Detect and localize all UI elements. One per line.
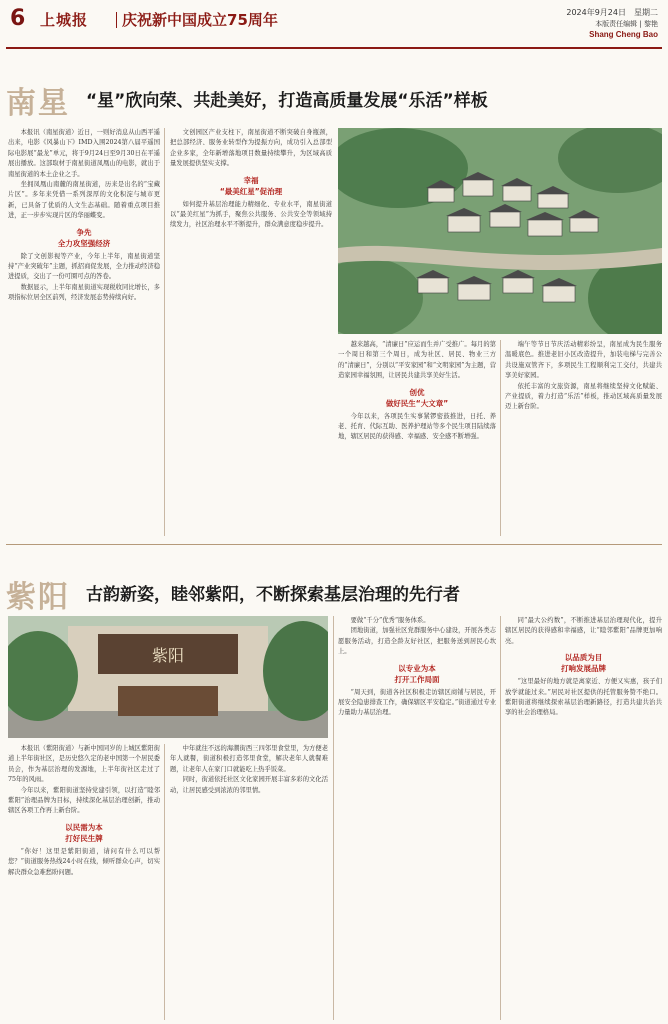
article1-subheading-2: 幸福 “最美红星”促治理 [219,175,283,196]
article2-street-photo [8,616,328,738]
issue-date: 2024年9月24日 星期二 [566,8,658,17]
article1-column-1 [8,128,160,536]
column-divider [164,128,165,536]
article2-column-1 [8,744,160,1020]
newspaper-english-name: Shang Cheng Bao [589,30,658,39]
shop-sign: 紫阳 [151,646,185,665]
column-divider [164,744,165,1020]
paragraph: 越来越高，“清廉日”应运而生并广受推广。每月的第一个周日和第三个周日，成为社区、居民、物业三方的“清廉日”，分别以“平安家园”和“文明家园”为主题，营造家园幸福氛围，让居民共建共享美好生活。 [338,341,496,380]
article1-subheading-1: 争先 全力攻坚强经济 [57,227,111,248]
article1-headline: “星”欣向荣、共赴美好，打造高质量发展“乐活”样板 [86,91,488,111]
paragraph: 中年就往不远的海潮街西三四邻里食堂里，为方便老年人就餐，街道积极打造邻里食堂，解决老年人就餐难题，让老年人在家门口就能吃上热乎饭菜。 [170,745,328,773]
paragraph: 今年以来，紫阳街道坚持党建引领，以打造“睦邻紫阳”治理品牌为目标，持续深化基层治理创新，推动辖区各项工作再上新台阶。 [8,786,160,815]
paragraph: 数据显示，上半年南星街道实现税收同比增长，多项指标位居全区前列，经济发展态势持续向好。 [8,283,160,302]
paragraph: “周天到，街道各社区积极走访辖区商铺与居民，开展安全隐患排查工作，确保辖区平安稳定。”街道通过专业力量助力基层治理。 [338,688,496,717]
article2-subheading-3: 以品质为目 打响发展品牌 [561,653,606,674]
paragraph: 要做“千分”优秀“服务体系。 [350,617,430,624]
article2-column-4 [505,616,662,1020]
paragraph: 本报讯（紫阳街道）与新中国同岁的上城区紫阳街道上半年街社区，是历史悠久定的老中国第一个居民委员会，作为基层治理的发源地，上半年街社区走过了75年的风雨。 [8,745,160,784]
page-header [0,0,668,48]
paragraph: 依托丰富的文旅资源，南星将继续坚持文化赋能、产业提质，着力打造“乐活”样板，推动区域高质量发展迈上新台阶。 [505,382,662,411]
paragraph: 端午等节日节庆活动精彩纷呈，南星成为民生服务温暖底色。推进老旧小区改造提升，加装电梯与完善公共设施双管齐下，多项民生工程顺利完工交付，共建共享美好家园。 [505,341,662,380]
article-divider [6,544,662,545]
article1-subheading-3: 创优 做好民生“大文章” [385,387,449,408]
article2-area-name: 紫阳 [6,580,70,615]
aerial-village-illustration [338,128,662,334]
article1-banner [6,78,662,121]
paragraph: 本报讯（南星街道）近日，一则好消息从山西平遥出来，电影《风暴山下》IMD入围2024第八届平遥国际电影展“最龙”单元，将于9月24日至9月30日在平遥展出播放。这部取材于南星街道凤凰山的电影，就出于南星街道的本土企业之手。 [8,129,160,178]
column-divider [500,616,501,1020]
header-rule [6,47,662,49]
paragraph: 今年以来，各项民生实事紧锣密鼓推进，日托、养老、托育、代际互助、医养护理站等多个民生项目陆续落地，辖区居民的获得感、幸福感、安全感不断增强。 [338,412,496,441]
paragraph: 除了文创影视等产业，今年上半年，南星街道坚持“产业突破年”主题，抓招商促发展，全力推动经济稳进提质，交出了一份可圈可点的答卷。 [8,252,160,281]
editor-credit: 本版责任编辑 | 黎艳 [595,20,658,28]
article2-column-3 [338,616,496,1020]
article1-area-name: 南星 [6,86,70,121]
paragraph: “这里最好的地方就是离家近、方便又实惠，孩子们放学就能过来。”居民对社区提供的托管服务赞不绝口。紫阳街道将继续探索基层治理新路径，打造共建共治共享的社会治理格局。 [505,678,662,717]
header-divider [116,12,117,28]
article2-banner [6,572,662,615]
article1-column-4 [505,340,662,536]
paragraph: 如何提升基层治理能力精细化、专业水平，南星街道以“最美红星”为抓手，聚焦公共服务、公共安全等领域持续发力，社区治理水平不断提升，群众满意度稳步提升。 [170,200,332,229]
article2-subheading-1: 以民需为本 打好民生牌 [65,822,103,843]
article2-subheading-2: 以专业为本 打开工作局面 [394,663,440,684]
article2-headline: 古韵新姿，睦邻紫阳，不断探索基层治理的先行者 [86,585,460,605]
paragraph: “你好！这里是紫阳街道，请问有什么可以帮您？”街道服务热线24小时在线，倾听群众心声，切实解决群众急难愁盼问题。 [8,847,160,876]
column-divider [333,616,334,1020]
section-title: 庆祝新中国成立75周年 [122,11,278,29]
paragraph: 同时，街道依托社区文化家园开展丰富多彩的文化活动，让居民感受到浓浓的邻里情。 [170,776,328,794]
newspaper-logo: 上城报 [40,11,89,29]
article1-column-3 [338,340,496,536]
article2-column-2 [170,744,328,1020]
street-scene-illustration [8,616,328,738]
page-number: 6 [10,6,26,31]
paragraph: 团地街道，加强社区党群服务中心建设，开展各类志愿服务活动，打造全龄友好社区，把服务送到居民心坎上。 [338,627,496,656]
article1-aerial-photo [338,128,662,334]
column-divider [500,340,501,536]
paragraph: 坐拥凤凰山南麓的南星街道，历来是出名的“宝藏片区”。多年来凭借一系列深厚的文化积淀与城市更新，已具备了优质的人文生态基础。随着重点项目推进，正一步步实现片区的华丽蝶变。 [8,181,160,220]
paragraph: 同“最大公约数”，不断推进基层治理现代化，提升辖区居民的获得感和幸福感，让“睦邻紫阳”品牌更加响亮。 [505,617,662,645]
article1-column-2 [170,128,332,536]
paragraph: 文创园区产业支柱下，南星街道不断突破自身瓶颈，把总部经济、服务业转型作为提振方向，成功引入总部型企业多家，全年新增落地项目数量持续攀升，为区域高质量发展提供坚实支撑。 [170,129,332,168]
